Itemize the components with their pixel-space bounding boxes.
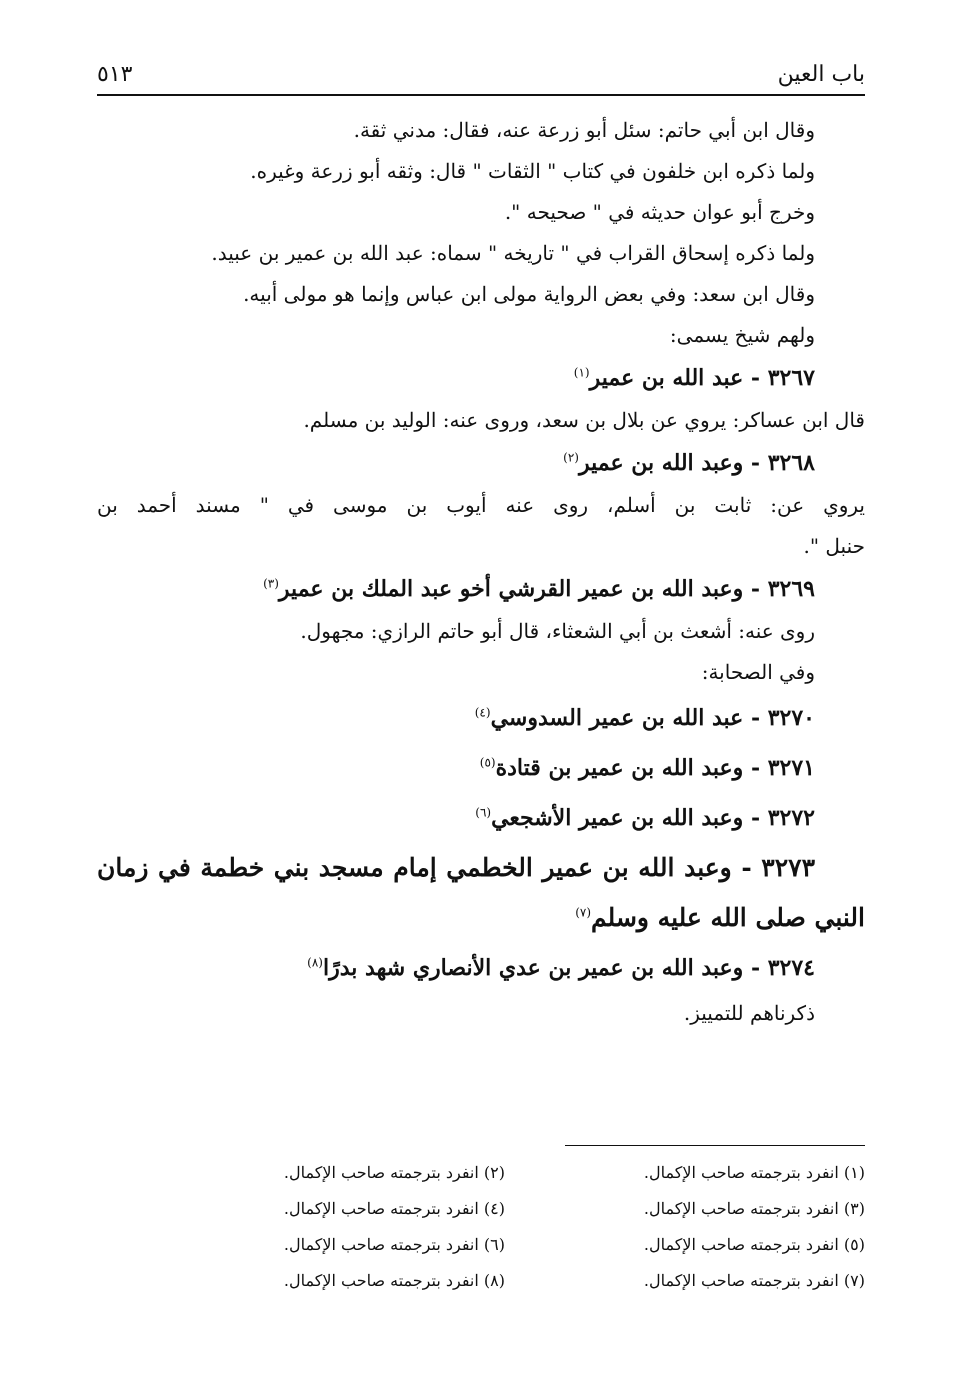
- page-body: [97, 110, 865, 1034]
- entry-heading-3274: [97, 943, 865, 993]
- running-head: باب العين: [777, 62, 865, 87]
- paragraph: ذكرناهم للتمييز.: [683, 1001, 815, 1025]
- page-header: [97, 58, 865, 94]
- entry-title: النبي صلى الله عليه وسلم: [591, 903, 865, 932]
- entry-heading-3271: [97, 743, 865, 793]
- footnote: (٢) انفرد بترجمته صاحب الإكمال.: [283, 1163, 505, 1182]
- paragraph: وقال ابن أبي حاتم: سئل أبو زرعة عنه، فقال: مدني ثقة.: [353, 118, 815, 142]
- paragraph: ولما ذكره إسحاق القراب في " تاريخه " سماه: عبد الله بن عمير بن عبيد.: [211, 241, 815, 265]
- entry-heading-3270: [97, 693, 865, 743]
- footnote-ref: (٥): [479, 755, 496, 770]
- entry-title: ٣٢٧٢ - وعبد الله بن عمير الأشجعي: [491, 805, 815, 831]
- footnote: (٤) انفرد بترجمته صاحب الإكمال.: [283, 1199, 505, 1218]
- footnote: (٣) انفرد بترجمته صاحب الإكمال.: [643, 1199, 865, 1218]
- footnote: (٨) انفرد بترجمته صاحب الإكمال.: [283, 1271, 505, 1290]
- paragraph: ولما ذكره ابن خلفون في كتاب " الثقات " قال: وثقه أبو زرعة وغيره.: [250, 159, 815, 183]
- entry-title: ٣٢٦٧ - عبد الله بن عمير: [589, 365, 815, 391]
- footnote-ref: (٣): [263, 576, 279, 591]
- footnote: (١) انفرد بترجمته صاحب الإكمال.: [643, 1163, 865, 1182]
- footnote-ref: (٤): [474, 705, 491, 720]
- paragraph-continuation: حنبل ".: [803, 534, 865, 558]
- footnote-ref: (٦): [475, 805, 492, 820]
- entry-title: ٣٢٦٩ - وعبد الله بن عمير القرشي أخو عبد الملك بن عمير: [278, 576, 815, 602]
- entry-heading-3272: [97, 793, 865, 843]
- footnote: (٥) انفرد بترجمته صاحب الإكمال.: [643, 1235, 865, 1254]
- entry-heading-3269: [97, 567, 865, 611]
- footnote: (٦) انفرد بترجمته صاحب الإكمال.: [283, 1235, 505, 1254]
- paragraph: وخرج أبو عوان حديثه في " صحيحه ".: [504, 200, 815, 224]
- paragraph: روى عنه: أشعث بن أبي الشعثاء، قال أبو حاتم الرازي: مجهول.: [300, 619, 815, 643]
- entry-title: ٣٢٧٠ - عبد الله بن عمير السدوسي: [490, 705, 815, 731]
- entry-heading-3267: [97, 356, 865, 400]
- footnote-rule: [565, 1145, 865, 1146]
- footnote-ref: (٧): [575, 905, 592, 920]
- paragraph: يروي عن: ثابت بن أسلم، روى عنه أيوب بن موسى في " مسند أحمد بن: [97, 493, 865, 517]
- footnote-ref: (١): [573, 365, 590, 380]
- paragraph: وفي الصحابة:: [701, 660, 815, 684]
- paragraph: وقال ابن سعد: وفي بعض الرواية مولى ابن عباس وإنما هو مولى أبيه.: [243, 282, 815, 306]
- paragraph: قال ابن عساكر: يروي عن بلال بن سعد، وروى عنه: الوليد بن مسلم.: [303, 408, 865, 432]
- entry-title: ٣٢٧١ - وعبد الله بن عمير بن قتادة: [495, 755, 815, 781]
- entry-title: ٣٢٧٤ - وعبد الله بن عمير بن عدي الأنصاري شهد بدرًا: [322, 955, 815, 981]
- footnotes: [185, 1160, 865, 1294]
- header-rule: [97, 94, 865, 96]
- paragraph: ولهم شيخ يسمى:: [669, 323, 815, 347]
- footnote-ref: (٨): [307, 955, 323, 970]
- entry-title: ٣٢٦٨ - وعبد الله بن عمير: [578, 450, 815, 476]
- footnote: (٧) انفرد بترجمته صاحب الإكمال.: [643, 1271, 865, 1290]
- page-number: ٥١٣: [97, 62, 133, 87]
- entry-heading-3273-continuation: [97, 893, 865, 943]
- entry-heading-3268: [97, 441, 865, 485]
- footnote-ref: (٢): [563, 450, 579, 465]
- entry-heading-3273: ٣٢٧٣ - وعبد الله بن عمير الخطمي إمام مسجد بني خطمة في زمان: [97, 853, 815, 882]
